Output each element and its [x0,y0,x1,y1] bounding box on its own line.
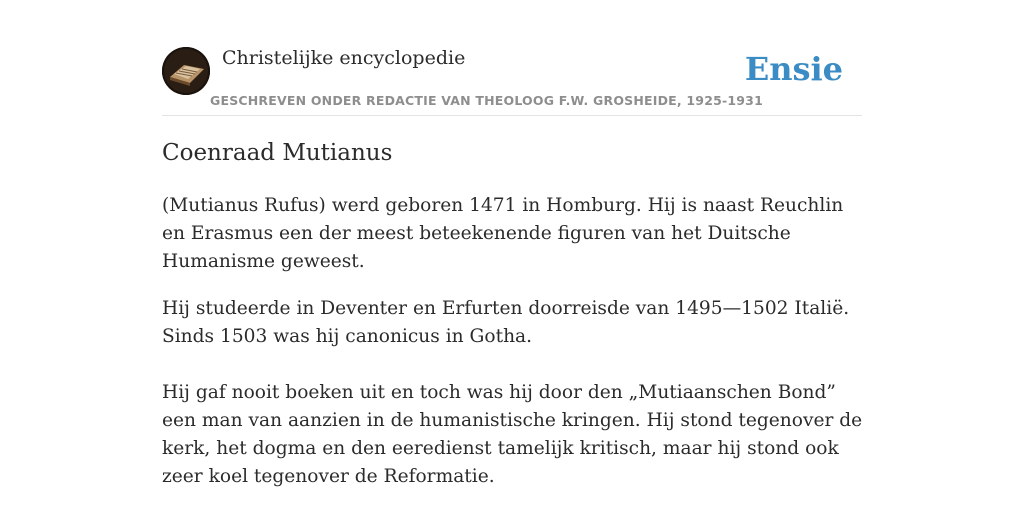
brand-logo[interactable]: Ensie [744,50,843,88]
site-header [162,46,862,116]
article-body [162,192,864,510]
encyclopedia-subtitle: GESCHREVEN ONDER REDACTIE VAN THEOLOOG F.W. GROSHEIDE, 1925-1931 [210,93,763,108]
encyclopedia-avatar[interactable] [162,47,210,95]
article-paragraph: Hij studeerde in Deventer en Erfurten doorreisde van 1495—1502 Italië. Sinds 1503 was hij canonicus in Gotha. [162,298,850,347]
book-icon [162,47,210,95]
encyclopedia-title[interactable]: Christelijke encyclopedie [222,47,466,69]
article-title: Coenraad Mutianus [162,140,393,166]
article-paragraph: (Mutianus Rufus) werd geboren 1471 in Homburg. Hij is naast Reuchlin en Erasmus een der meest beteekenende figuren van het Duitsche Humanisme geweest. [162,195,844,272]
article-paragraph: Hij gaf nooit boeken uit en toch was hij door den „Mutiaanschen Bond” een man van aanzien in de humanistische kringen. Hij stond tegenover de kerk, het dogma en den eeredienst tamelijk kritisch, maar hij stond ook zeer koel tegenover de Reformatie. [162,382,863,487]
